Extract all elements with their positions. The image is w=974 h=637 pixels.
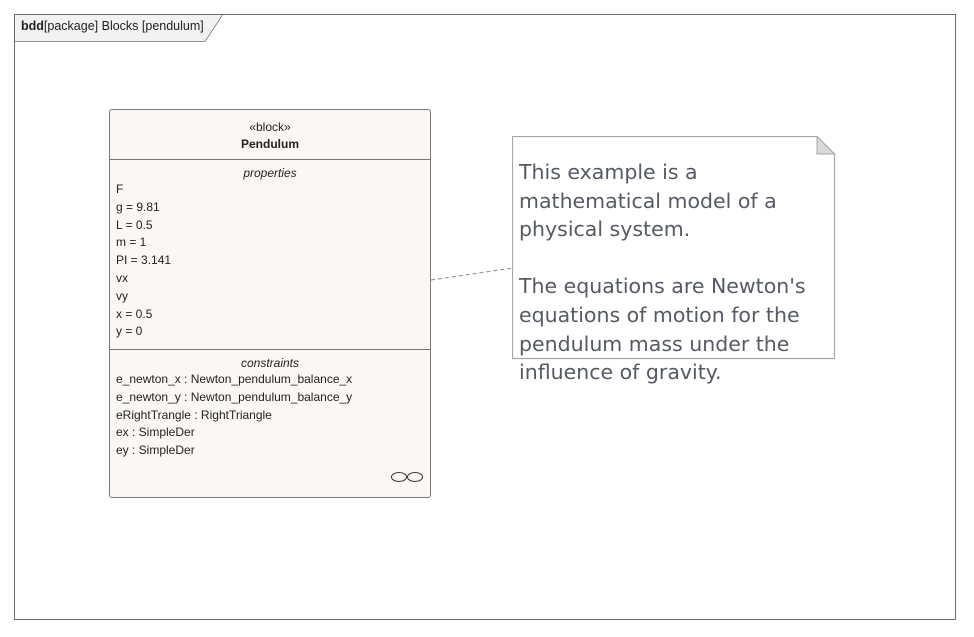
- property-item[interactable]: PI = 3.141: [116, 253, 172, 268]
- note[interactable]: [512, 136, 835, 385]
- properties-title: properties: [243, 166, 297, 180]
- property-item[interactable]: L = 0.5: [116, 217, 153, 232]
- property-item[interactable]: vy: [116, 288, 128, 303]
- property-item[interactable]: F: [116, 182, 124, 196]
- note-paragraph: This example is a mathematical model of a physical system.: [519, 160, 777, 242]
- constraint-item[interactable]: e_newton_x : Newton_pendulum_balance_x: [116, 372, 353, 386]
- property-item[interactable]: y = 0: [116, 324, 143, 339]
- pendulum-block[interactable]: [109, 109, 431, 498]
- constraint-item[interactable]: e_newton_y : Newton_pendulum_balance_y: [116, 389, 353, 404]
- note-text: [519, 158, 824, 387]
- property-item[interactable]: x = 0.5: [116, 306, 153, 321]
- note-paragraph: The equations are Newton's equations of motion for the pendulum mass under the influence of gravity.: [519, 274, 806, 385]
- block-name: Pendulum: [240, 137, 299, 151]
- property-item[interactable]: vx: [116, 270, 128, 285]
- properties-compartment: [110, 160, 430, 350]
- constraint-item[interactable]: eRightTrangle : RightTriangle: [116, 407, 272, 422]
- property-item[interactable]: m = 1: [116, 235, 147, 250]
- constraint-item[interactable]: ey : SimpleDer: [116, 443, 195, 458]
- block-header: [110, 110, 430, 160]
- property-item[interactable]: g = 9.81: [116, 199, 160, 214]
- link-rings-icon: [390, 471, 424, 483]
- constraints-title: constraints: [240, 356, 300, 370]
- constraint-item[interactable]: ex : SimpleDer: [116, 425, 195, 440]
- frame-kind: bdd: [21, 19, 44, 33]
- constraints-compartment: [110, 350, 430, 493]
- block-stereotype: «block»: [249, 120, 291, 134]
- frame-label: [package] Blocks [pendulum]: [43, 19, 204, 33]
